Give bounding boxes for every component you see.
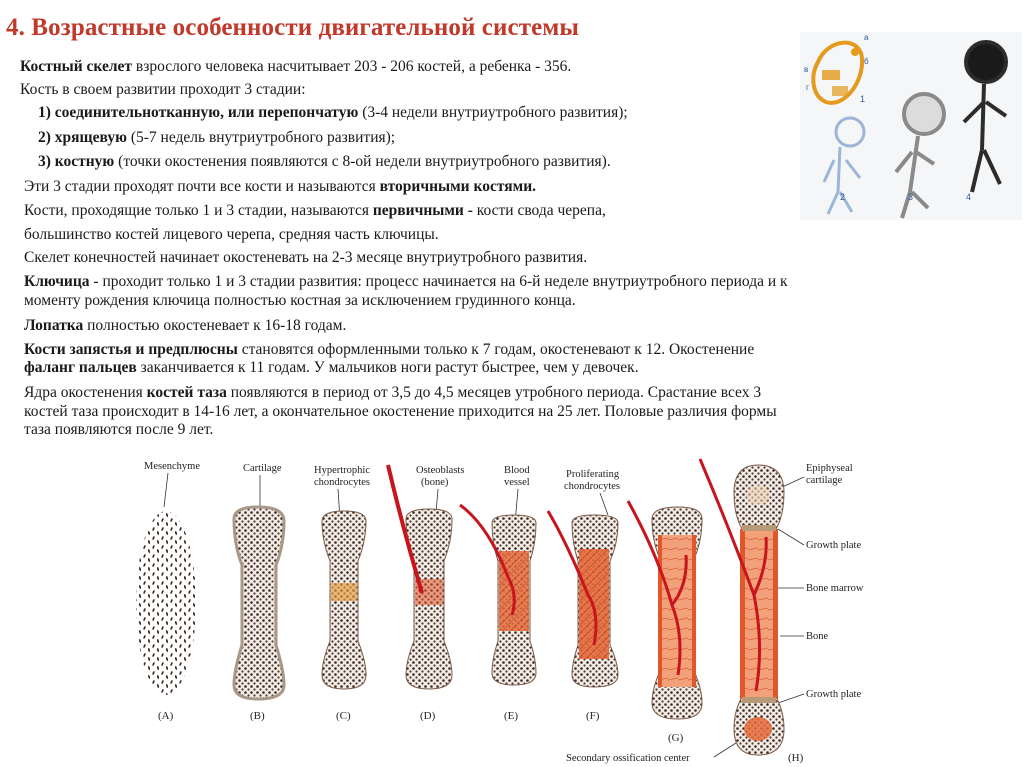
label-bone-marrow: Bone marrow: [806, 583, 864, 594]
embryo-label-4: 4: [966, 192, 972, 202]
slide-title: 4. Возрастные особенности двигательной системы: [6, 14, 580, 41]
embryo-label-2: 2: [840, 192, 846, 202]
label-cartilage: Cartilage: [243, 463, 282, 474]
text-line: Скелет конечностей начинает окостеневать на 2-3 месяце внутриутробного развития.: [24, 249, 588, 266]
embryo-label-b: б: [864, 57, 869, 66]
panel-b: (B): [250, 710, 265, 722]
label-epiphyseal: Epiphyseal: [806, 463, 853, 474]
ossification-diagram: [88, 445, 938, 767]
text-line: 3) костную (точки окостенения появляются с 8-ой недели внутриутробного развития).: [38, 153, 611, 170]
panel-e: (E): [504, 710, 519, 722]
text-line: Кость в своем развитии проходит 3 стадии:: [20, 81, 306, 98]
panel-d: (D): [420, 710, 436, 722]
label-epiphyseal-cartilage: cartilage: [806, 475, 843, 486]
stage-e-blood-vessel: [460, 505, 536, 685]
label-vessel: vessel: [504, 477, 530, 488]
text-line: Эти 3 стадии проходят почти все кости и называются вторичными костями.: [24, 178, 537, 195]
stage-f-proliferating: [548, 511, 618, 687]
panel-g: (G): [668, 732, 684, 744]
stage-c-hypertrophic: [322, 511, 366, 689]
label-growth-plate-bottom: Growth plate: [806, 689, 862, 700]
stage-g-growth: [628, 501, 702, 719]
label-bone: Bone: [806, 631, 829, 642]
embryo-label-3: 3: [908, 192, 914, 202]
label-blood: Blood: [504, 465, 530, 476]
label-mesenchyme: Mesenchyme: [144, 461, 200, 472]
label-hypertrophic: Hypertrophic: [314, 465, 370, 476]
stage-b-cartilage: [234, 507, 284, 699]
panel-f: (F): [586, 710, 600, 722]
text-line: костей таза происходит в 14-16 лет, а окончательное окостенение приходится на 25 лет. Половые различия формы: [24, 403, 777, 420]
label-growth-plate-top: Growth plate: [806, 540, 862, 551]
label-secondary-ossification-center: Secondary ossification center: [566, 753, 690, 764]
text-line: фаланг пальцев заканчивается к 11 годам. У мальчиков ноги растут быстрее, чем у девочек.: [24, 359, 639, 376]
embryo-label-a: а: [864, 33, 869, 42]
label-osteoblasts: Osteoblasts: [416, 465, 465, 476]
text-line: Костный скелет взрослого человека насчитывает 203 - 206 костей, а ребенка - 356.: [20, 58, 572, 75]
text-line: Кости запястья и предплюсны становятся оформленными только к 7 годам, окостеневают к 12. Окостенение: [24, 341, 755, 358]
text-line: Лопатка полностью окостеневает к 16-18 годам.: [24, 317, 347, 334]
stage-d-osteoblasts: [388, 465, 452, 689]
label-chondrocytes: chondrocytes: [314, 477, 370, 488]
label-proliferating: Proliferating: [566, 469, 620, 480]
text-line: Ключица - проходит только 1 и 3 стадии развития: процесс начинается на 6-й неделе внутриутробного периода и к: [24, 273, 788, 290]
embryo-label-g: г: [806, 83, 809, 92]
text-line: Ядра окостенения костей таза появляются в период от 3,5 до 4,5 месяцев утробного периода. Срастание всех 3: [24, 384, 762, 401]
text-line: 2) хрящевую (5-7 недель внутриутробного развития);: [38, 129, 396, 146]
panel-a: (A): [158, 710, 174, 722]
stage-h-mature: [700, 459, 784, 755]
text-line: большинство костей лицевого черепа, средняя часть ключицы.: [24, 226, 439, 243]
text-line: Кости, проходящие только 1 и 3 стадии, называются первичными - кости свода черепа,: [24, 202, 606, 219]
stage-a-mesenchyme: [136, 511, 196, 695]
label-osteoblasts-bone: (bone): [421, 477, 449, 488]
text-line: таза появляются после 9 лет.: [24, 421, 214, 438]
text-line: моменту рождения ключица полностью костная за исключением грудинного конца.: [24, 292, 576, 309]
embryo-label-1: 1: [860, 94, 866, 104]
label-proliferating-chondrocytes: chondrocytes: [564, 481, 620, 492]
panel-h: (H): [788, 752, 804, 764]
embryo-label-v: в: [804, 65, 809, 74]
panel-c: (C): [336, 710, 351, 722]
text-line: 1) соединительнотканную, или перепончатую (3-4 недели внутриутробного развития);: [38, 104, 628, 121]
fetal-skeleton-image: [800, 32, 1022, 220]
